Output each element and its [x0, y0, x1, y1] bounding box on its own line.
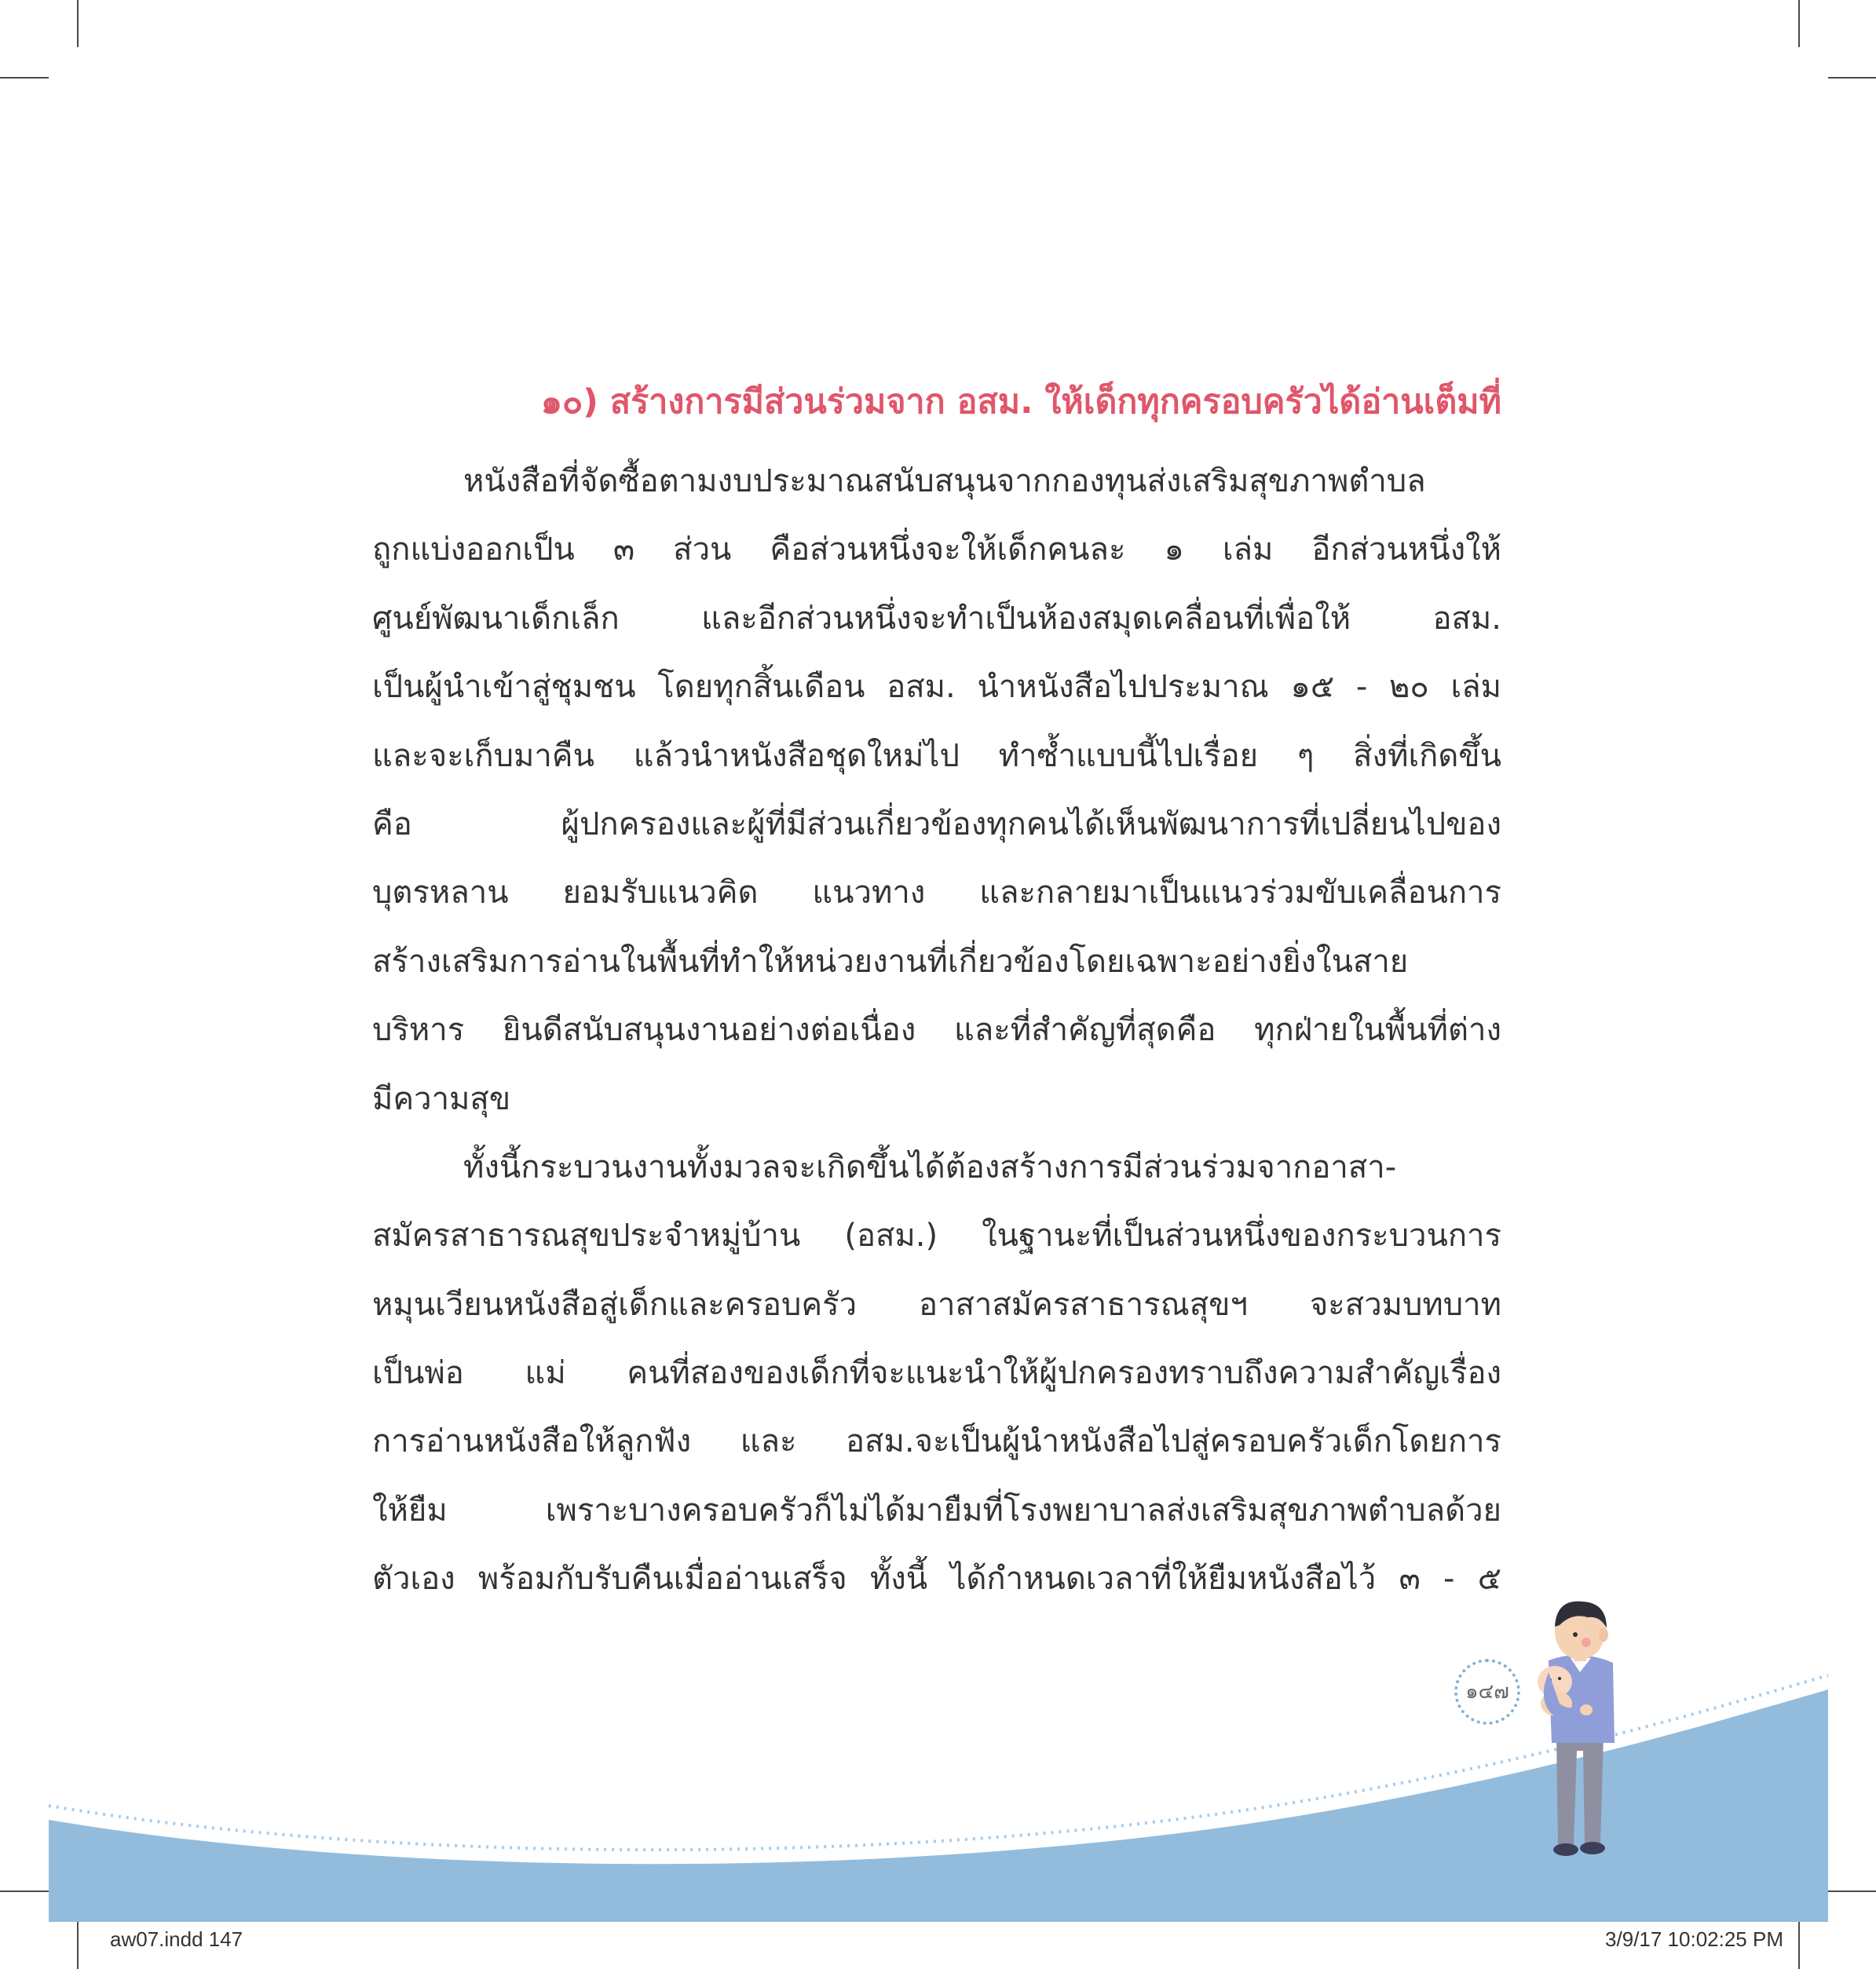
text-line: การอ่านหนังสือให้ลูกฟัง และ อสม.จะเป็นผู้นำหนังสือไปสู่ครอบครัวเด็กโดยการ: [372, 1423, 1501, 1460]
text-line: และจะเก็บมาคืน แล้วนำหนังสือชุดใหม่ไป ทำซ้ำแบบนี้ไปเรื่อย ๆ สิ่งที่เกิดขึ้น: [372, 737, 1501, 774]
text-line: ถูกแบ่งออกเป็น ๓ ส่วน คือส่วนหนึ่งจะให้เด็กคนละ ๑ เล่ม อีกส่วนหนึ่งให้: [372, 532, 1501, 568]
text-line: เป็นพ่อ แม่ คนที่สองของเด็กที่จะแนะนำให้ผู้ปกครองทราบถึงความสำคัญเรื่อง: [372, 1355, 1501, 1392]
page-number: ๑๔๗: [1454, 1659, 1520, 1725]
text-line: หนังสือที่จัดซื้อตามงบประมาณสนับสนุนจากกองทุนส่งเสริมสุขภาพตำบล: [463, 463, 1426, 499]
footer-timestamp: 3/9/17 10:02:25 PM: [1605, 1927, 1783, 1951]
text-line: บริหาร ยินดีสนับสนุนงานอย่างต่อเนื่อง และที่สำคัญที่สุดคือ ทุกฝ่ายในพื้นที่ต่าง: [372, 1012, 1501, 1049]
text-line: ศูนย์พัฒนาเด็กเล็ก และอีกส่วนหนึ่งจะทำเป็นห้องสมุดเคลื่อนที่เพื่อให้ อสม.: [372, 600, 1501, 637]
text-line: มีความสุข: [372, 1080, 511, 1117]
text-line: สมัครสาธารณสุขประจำหมู่บ้าน (อสม.) ในฐานะที่เป็นส่วนหนึ่งของกระบวนการ: [372, 1218, 1501, 1255]
text-line: ทั้งนี้กระบวนงานทั้งมวลจะเกิดขึ้นได้ต้องสร้างการมีส่วนร่วมจากอาสา-: [463, 1149, 1397, 1185]
section-heading: ๑๐) สร้างการมีส่วนร่วมจาก อสม. ให้เด็กทุกครอบครัวได้อ่านเต็มที่: [540, 382, 1501, 422]
text-line: ตัวเอง พร้อมกับรับคืนเมื่ออ่านเสร็จ ทั้งนี้ ได้กำหนดเวลาที่ให้ยืมหนังสือไว้ ๓ - ๕: [372, 1561, 1501, 1598]
parent-with-baby-illustration: [1525, 1594, 1651, 1861]
text-line: บุตรหลาน ยอมรับแนวคิด แนวทาง และกลายมาเป็นแนวร่วมขับเคลื่อนการ: [372, 875, 1501, 911]
text-line: สร้างเสริมการอ่านในพื้นที่ทำให้หน่วยงานที่เกี่ยวข้องโดยเฉพาะอย่างยิ่งในสาย: [372, 943, 1409, 980]
text-line: เป็นผู้นำเข้าสู่ชุมชน โดยทุกสิ้นเดือน อสม. นำหนังสือไปประมาณ ๑๕ - ๒๐ เล่ม: [372, 669, 1501, 706]
text-line: ให้ยืม เพราะบางครอบครัวก็ไม่ได้มายืมที่โรงพยาบาลส่งเสริมสุขภาพตำบลด้วย: [372, 1492, 1501, 1529]
text-line: หมุนเวียนหนังสือสู่เด็กและครอบครัว อาสาสมัครสาธารณสุขฯ จะสวมบทบาท: [372, 1286, 1501, 1323]
text-line: คือ ผู้ปกครองและผู้ที่มีส่วนเกี่ยวข้องทุกคนได้เห็นพัฒนาการที่เปลี่ยนไปของ: [372, 806, 1501, 842]
footer-file-info: aw07.indd 147: [110, 1927, 243, 1951]
